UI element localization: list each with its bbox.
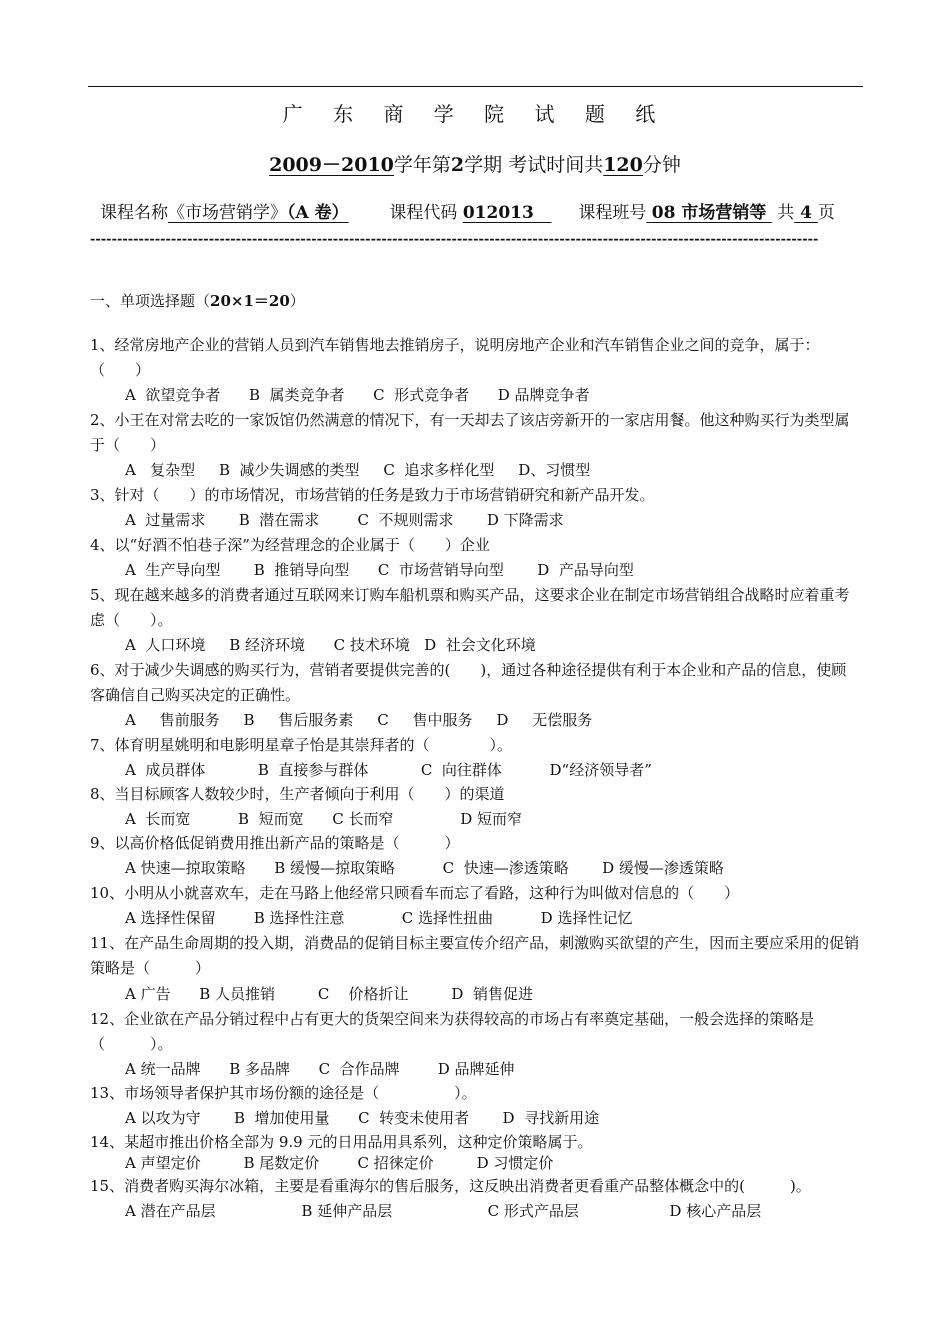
pages-label: 共 — [777, 203, 795, 223]
question-text: 4、以“好酒不怕巷子深”为经营理念的企业属于（ ）企业 — [90, 536, 490, 554]
term-text-3: 分钟 — [642, 154, 681, 176]
exam-minutes: 120 — [603, 154, 643, 176]
question-text: 14、某超市推出价格全部为 9.9 元的日用品用具系列，这种定价策略属于。 — [90, 1133, 593, 1151]
question-options: A 统一品牌 B 多品牌 C 合作品牌 D 品牌延伸 — [125, 1060, 515, 1078]
question-text: 5、现在越来越多的消费者通过互联网来订购车船机票和购买产品，这要求企业在制定市场营销组合战略时应着重考虑（ ）。 — [90, 586, 850, 629]
question-text: 8、当目标顾客人数较少时，生产者倾向于利用（ ）的渠道 — [90, 785, 505, 803]
question-options: A 潜在产品层 B 延伸产品层 C 形式产品层 D 核心产品层 — [125, 1202, 762, 1220]
question-options: A 欲望竞争者 B 属类竞争者 C 形式竞争者 D 品牌竞争者 — [125, 386, 590, 404]
question-text: 9、以高价格低促销费用推出新产品的策略是（ ） — [90, 834, 460, 852]
question-options: A 长而宽 B 短而宽 C 长而窄 D 短而窄 — [125, 810, 523, 828]
question-options: A 复杂型 B 减少失调感的类型 C 追求多样化型 D、习惯型 — [125, 461, 591, 479]
question-options: A 以攻为守 B 增加使用量 C 转变未使用者 D 寻找新用途 — [125, 1109, 600, 1127]
question-text: 3、针对（ ）的市场情况，市场营销的任务是致力于市场营销研究和新产品开发。 — [90, 486, 655, 504]
question-options: A 快速—掠取策略 B 缓慢—掠取策略 C 快速—渗透策略 D 缓慢—渗透策略 — [125, 859, 724, 877]
question-text: 7、体育明星姚明和电影明星章子怡是其崇拜者的（ ）。 — [90, 736, 513, 754]
question-text: 10、小明从小就喜欢车，走在马路上他经常只顾看车而忘了看路，这种行为叫做对信息的（ ） — [90, 884, 740, 902]
question-options: A 选择性保留 B 选择性注意 C 选择性扭曲 D 选择性记忆 — [125, 909, 633, 927]
question-options: A 声望定价 B 尾数定价 C 招徕定价 D 习惯定价 — [125, 1154, 554, 1172]
code-label: 课程代码 — [389, 203, 458, 223]
question-options: A 成员群体 B 直接参与群体 C 向往群体 D“经济领导者” — [125, 761, 652, 779]
question-text: 6、对于减少失调感的购买行为，营销者要提供完善的( )，通过各种途径提供有利于本企业和产品的信息，使顾客确信自己购买决定的正确性。 — [90, 661, 847, 704]
question-text: 12、企业欲在产品分销过程中占有更大的货架空间来为获得较高的市场占有率奠定基础，一般会选择的策略是（ ）。 — [90, 1010, 815, 1053]
pages-unit: 页 — [817, 203, 835, 223]
question-text: 2、小王在对常去吃的一家饭馆仍然满意的情况下，有一天却去了该店旁新开的一家店用餐。他这种购买行为类型属于（ ） — [90, 411, 850, 454]
question-options: A 过量需求 B 潜在需求 C 不规则需求 D 下降需求 — [125, 511, 564, 529]
dashed-divider: --------------------------------------------------------------------------------------------------------------------------------------- — [90, 232, 819, 247]
question-options: A 生产导向型 B 推销导向型 C 市场营销导向型 D 产品导向型 — [125, 561, 634, 579]
term-number: 2 — [450, 154, 465, 176]
school-title: 广 东 商 学 院 试 题 纸 — [282, 102, 668, 126]
course-name: 《市场营销学》（A 卷） — [168, 203, 349, 223]
exam-term-line — [0, 150, 950, 177]
course-info-line — [100, 198, 835, 223]
question-text: 13、市场领导者保护其市场份额的途径是（ ）。 — [90, 1084, 477, 1102]
course-label: 课程名称 — [100, 203, 168, 223]
page-count: 4 — [800, 203, 812, 223]
question-text: 1、经常房地产企业的营销人员到汽车销售地去推销房子，说明房地产企业和汽车销售企业之间的竞争，属于：（ ） — [90, 336, 820, 379]
term-text-2: 学期 考试时间共 — [464, 154, 604, 176]
top-rule — [88, 86, 863, 87]
question-options: A 广告 B 人员推销 C 价格折让 D 销售促进 — [125, 985, 533, 1003]
question-text: 15、消费者购买海尔冰箱，主要是看重海尔的售后服务，这反映出消费者更看重产品整体概念中的( )。 — [90, 1177, 811, 1195]
course-code: 012013 — [462, 203, 534, 223]
question-text: 11、在产品生命周期的投入期，消费品的促销目标主要宣传介绍产品，刺激购买欲望的产生，因而主要应采用的促销策略是（ ） — [90, 934, 860, 977]
class-label: 课程班号 — [578, 203, 647, 223]
question-options: A 售前服务 B 售后服务素 C 售中服务 D 无偿服务 — [125, 711, 593, 729]
year-range: 2009－2010 — [269, 154, 394, 176]
question-options: A 人口环境 B 经济环境 C 技术环境 D 社会文化环境 — [125, 636, 536, 654]
class-number: 08 市场营销等 — [651, 203, 767, 223]
section-title: 一、单项选择题（20×1＝20） — [90, 292, 305, 310]
term-text-1: 学年第 — [393, 154, 451, 176]
